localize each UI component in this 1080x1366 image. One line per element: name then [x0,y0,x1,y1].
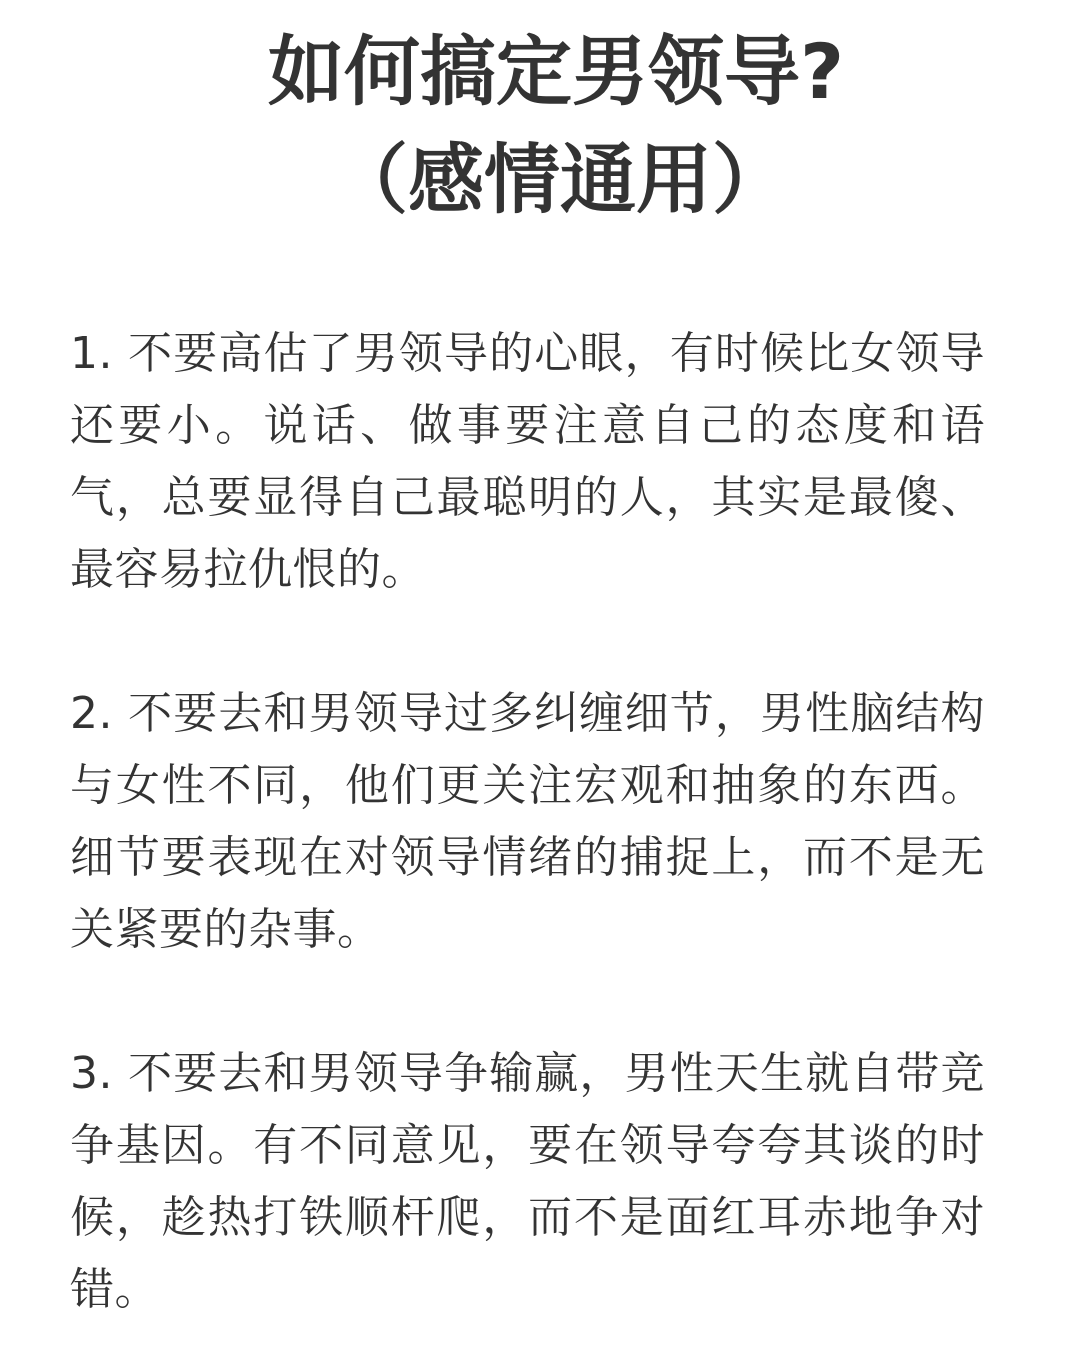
paragraph-3: 3. 不要去和男领导争输赢，男性天生就自带竞争基因。有不同意见，要在领导夸夸其谈的时候，趁热打铁顺杆爬，而不是面红耳赤地争对错。 [70,1048,985,1315]
title-line-2: （感情通用） [332,135,788,224]
title-line-1: 如何搞定男领导? [268,27,845,116]
article-body [70,318,985,1326]
paragraph-2: 2. 不要去和男领导过多纠缠细节，男性脑结构与女性不同，他们更关注宏观和抽象的东西。细节要表现在对领导情绪的捕捉上，而不是无关紧要的杂事。 [70,688,985,955]
article-title [0,18,1080,234]
paragraph-1: 1. 不要高估了男领导的心眼，有时候比女领导还要小。说话、做事要注意自己的态度和语气，总要显得自己最聪明的人，其实是最傻、最容易拉仇恨的。 [70,328,985,595]
